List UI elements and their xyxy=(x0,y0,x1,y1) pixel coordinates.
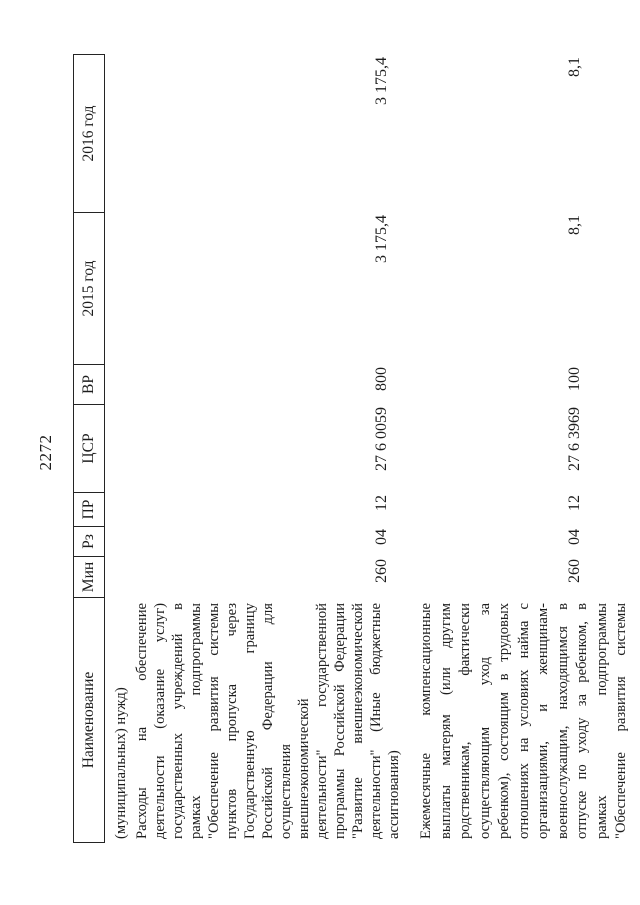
column-header-vr: ВР xyxy=(73,364,105,405)
name-line: ассигнования) xyxy=(386,750,402,839)
name-line: "Обеспечение развития системы xyxy=(206,603,222,839)
column-header-2016: 2016 год xyxy=(73,54,105,213)
name-line: Российской Федерации для xyxy=(260,603,276,839)
name-line: Расходы на обеспечение xyxy=(134,603,150,839)
row-1-rz-value: 04 xyxy=(373,529,390,545)
name-line: программы Российской Федерации xyxy=(332,603,348,839)
row-1-vr-value: 800 xyxy=(373,367,390,391)
name-line: "Обеспечение развития системы xyxy=(613,603,629,839)
column-header-pr: ПР xyxy=(73,492,105,527)
row-2-pr-value: 12 xyxy=(566,495,583,511)
name-line: организациями, и женщинам- xyxy=(535,603,551,839)
row-1-csr-value: 27 6 0059 xyxy=(373,407,390,471)
row-1-2015-value: 3 175,4 xyxy=(373,215,390,263)
row-2-rz-value: 04 xyxy=(566,529,583,545)
name-line: осуществляющим уход за xyxy=(476,603,493,839)
name-line: деятельности" (Иные бюджетные xyxy=(368,603,384,839)
column-header-min: Мин xyxy=(73,556,105,598)
name-line: Ежемесячные компенсационные xyxy=(418,603,434,839)
name-line: внешнеэкономической xyxy=(296,698,312,839)
name-line: (муниципальных) нужд) xyxy=(113,687,129,839)
name-line: выплаты матерям (или другим xyxy=(437,603,454,839)
row-1-2016-value: 3 175,4 xyxy=(373,57,390,105)
row-2-csr-value: 27 6 3969 xyxy=(566,407,583,471)
name-line: осуществления xyxy=(278,744,294,839)
column-header-rz: Рз xyxy=(73,526,105,557)
name-line: родственникам, фактически xyxy=(457,603,473,839)
name-line: деятельности (оказание услуг) xyxy=(152,603,168,839)
name-line: рамках подпрограммы xyxy=(188,603,204,839)
name-line: отпуске по уходу за ребенком, в xyxy=(574,603,590,839)
column-header-name: Наименование xyxy=(73,597,105,843)
name-line: ребенком), состоящим в трудовых xyxy=(496,603,512,839)
row-2-vr-value: 100 xyxy=(566,367,583,391)
row-2-2016-value: 8,1 xyxy=(566,57,583,77)
name-line: рамках подпрограммы xyxy=(593,603,610,839)
row-2-2015-value: 8,1 xyxy=(566,215,583,235)
name-line: военнослужащим, находящимся в xyxy=(554,603,571,839)
name-line: деятельности" государственной xyxy=(314,603,330,839)
row-1-pr-value: 12 xyxy=(373,495,390,511)
name-line: отношениях на условиях найма с xyxy=(515,603,532,839)
column-header-2015: 2015 год xyxy=(73,212,105,365)
page-number: 2272 xyxy=(36,434,55,471)
name-line: "Развитие внешнеэкономической xyxy=(350,603,366,839)
column-header-csr: ЦСР xyxy=(73,404,105,493)
name-line: Государственную границу xyxy=(242,603,258,839)
row-1-min-value: 260 xyxy=(373,559,390,583)
row-2-name-paragraph xyxy=(417,603,632,839)
name-line: государственных учреждений в xyxy=(170,603,186,839)
row-1-name-paragraph xyxy=(133,603,403,839)
row-0-name-paragraph xyxy=(112,603,131,839)
name-line: пунктов пропуска через xyxy=(224,603,240,839)
row-2-min-value: 260 xyxy=(566,559,583,583)
